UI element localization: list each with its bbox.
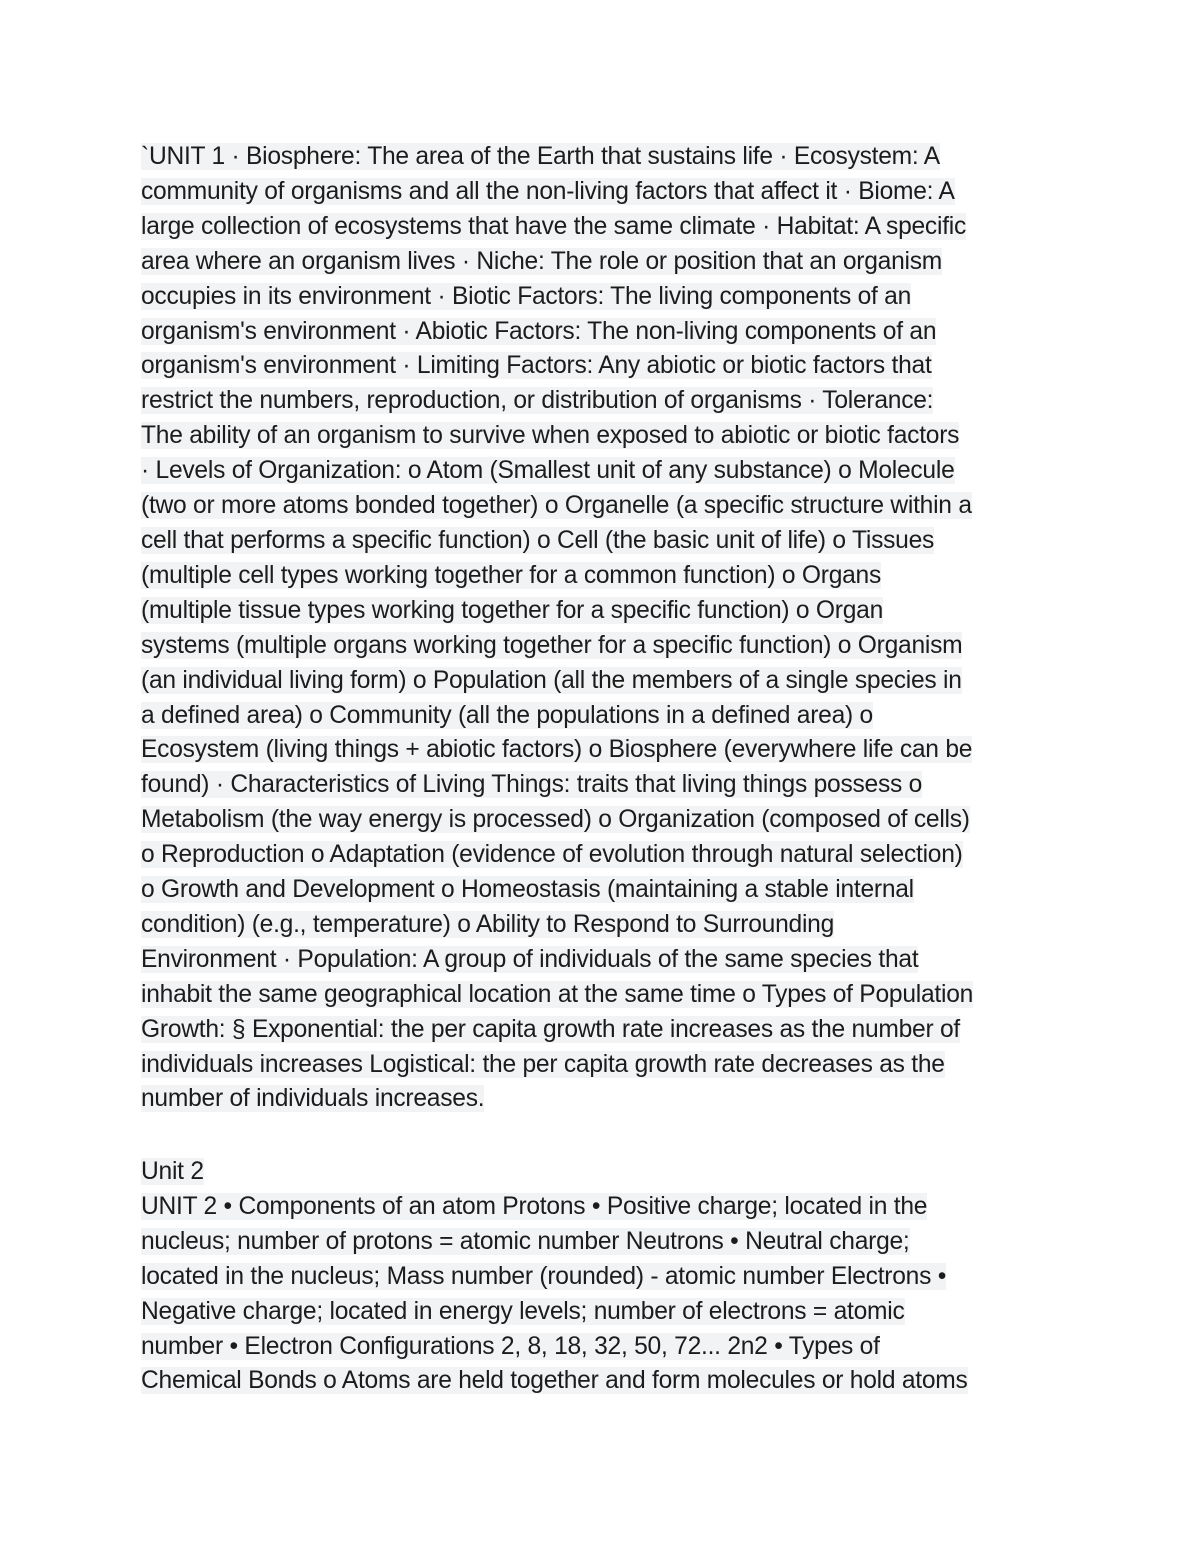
text-line: · Levels of Organization: o Atom (Smallest unit of any substance) o Molecule — [141, 457, 955, 485]
text-line: number • Electron Configurations 2, 8, 18, 32, 50, 72... 2n2 • Types of — [141, 1332, 880, 1360]
text-line: found) · Characteristics of Living Things: traits that living things possess o — [141, 771, 923, 799]
text-line: Growth: § Exponential: the per capita growth rate increases as the number of — [141, 1015, 961, 1043]
text-line: (two or more atoms bonded together) o Organelle (a specific structure within a — [141, 492, 972, 520]
text-line: (multiple tissue types working together for a specific function) o Organ — [141, 596, 884, 624]
text-line: o Reproduction o Adaptation (evidence of evolution through natural selection) — [141, 841, 963, 869]
text-line: located in the nucleus; Mass number (rounded) - atomic number Electrons • — [141, 1262, 947, 1290]
text-line: area where an organism lives · Niche: The role or position that an organism — [141, 247, 942, 275]
text-line: restrict the numbers, reproduction, or distribution of organisms · Tolerance: — [141, 387, 934, 415]
text-line: o Growth and Development o Homeostasis (maintaining a stable internal — [141, 876, 914, 904]
text-line: a defined area) o Community (all the populations in a defined area) o — [141, 701, 873, 729]
text-line: cell that performs a specific function) o Cell (the basic unit of life) o Tissues — [141, 526, 935, 554]
text-line: The ability of an organism to survive when exposed to abiotic or biotic factors — [141, 422, 960, 450]
text-line: nucleus; number of protons = atomic number Neutrons • Neutral charge; — [141, 1227, 910, 1255]
text-line: inhabit the same geographical location at the same time o Types of Population — [141, 980, 974, 1008]
text-line: occupies in its environment · Biotic Factors: The living components of an — [141, 282, 912, 310]
text-line: Environment · Population: A group of individuals of the same species that — [141, 945, 919, 973]
text-line: Ecosystem (living things + abiotic factors) o Biosphere (everywhere life can be — [141, 736, 973, 764]
text-line: Negative charge; located in energy levels; number of electrons = atomic — [141, 1297, 905, 1325]
text-line: Chemical Bonds o Atoms are held together and form molecules or hold atoms — [141, 1367, 968, 1395]
text-line: organism's environment · Limiting Factors: Any abiotic or biotic factors that — [141, 352, 932, 380]
text-line: UNIT 2 • Components of an atom Protons • Positive charge; located in the — [141, 1192, 928, 1220]
text-line: (multiple cell types working together for a common function) o Organs — [141, 561, 882, 589]
text-line: `UNIT 1 · Biosphere: The area of the Earth that sustains life · Ecosystem: A — [141, 143, 940, 170]
text-line: systems (multiple organs working together for a specific function) o Organism — [141, 631, 963, 659]
unit-1-paragraph — [141, 140, 1071, 1117]
text-line: Metabolism (the way energy is processed) o Organization (composed of cells) — [141, 806, 970, 834]
text-line: number of individuals increases. — [141, 1085, 485, 1113]
text-line: condition) (e.g., temperature) o Ability to Respond to Surrounding — [141, 910, 835, 938]
unit-2-section — [141, 1155, 1071, 1399]
text-line: organism's environment · Abiotic Factors: The non-living components of an — [141, 317, 937, 345]
text-line: large collection of ecosystems that have the same climate · Habitat: A specific — [141, 212, 967, 240]
text-line: individuals increases Logistical: the per capita growth rate decreases as the — [141, 1050, 945, 1078]
unit-2-heading: Unit 2 — [141, 1158, 204, 1185]
text-line: community of organisms and all the non-living factors that affect it · Biome: A — [141, 177, 955, 205]
text-line: (an individual living form) o Population (all the members of a single species in — [141, 666, 962, 694]
